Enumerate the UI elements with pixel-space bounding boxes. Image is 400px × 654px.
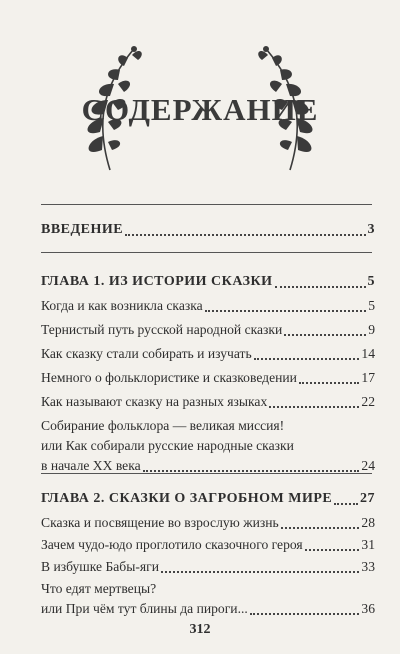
toc-entry-title: ГЛАВА 2. СКАЗКИ О ЗАГРОБНОМ МИРЕ xyxy=(41,491,333,506)
toc-entry[interactable] xyxy=(41,392,375,412)
page-number: 312 xyxy=(189,622,211,637)
leader-dots xyxy=(284,334,366,336)
toc-entry-title: ГЛАВА 1. ИЗ ИСТОРИИ СКАЗКИ xyxy=(41,274,273,289)
toc-entry-introduction[interactable] xyxy=(41,220,375,240)
toc-entry[interactable] xyxy=(41,320,375,340)
leader-dots xyxy=(205,310,367,312)
leader-dots xyxy=(305,549,360,551)
divider xyxy=(41,252,372,253)
toc-entry-title: Тернистый путь русской народной сказки xyxy=(41,322,283,337)
leader-dots xyxy=(125,234,365,236)
leader-dots xyxy=(143,470,360,472)
leader-dots xyxy=(334,503,358,505)
toc-entry-chapter-1[interactable] xyxy=(41,272,375,292)
toc-entry-page: 36 xyxy=(361,601,375,616)
leader-dots xyxy=(250,613,360,615)
divider xyxy=(41,204,372,205)
toc-entry-page: 9 xyxy=(368,322,375,337)
toc-entry-page: 27 xyxy=(360,491,375,506)
toc-entry-title: В избушке Бабы-яги xyxy=(41,559,159,574)
toc-entry-page: 3 xyxy=(367,222,375,237)
toc-entry-title-line: или Как собирали русские народные сказки xyxy=(41,438,294,453)
toc-entry-page: 31 xyxy=(361,537,375,552)
toc-entry-title: в начале XX века xyxy=(41,458,141,473)
toc-entry[interactable] xyxy=(41,513,375,533)
toc-entry-page: 33 xyxy=(361,559,375,574)
toc-entry-page: 5 xyxy=(367,274,375,289)
toc-entry-page: 14 xyxy=(361,346,375,361)
toc-entry[interactable] xyxy=(41,344,375,364)
toc-entry-title: или При чём тут блины да пироги... xyxy=(41,601,248,616)
toc-entry[interactable] xyxy=(41,579,375,619)
toc-entry-title: Как называют сказку на разных языках xyxy=(41,394,268,409)
toc-entry-page: 24 xyxy=(361,458,375,473)
toc-entry-title-line: Собирание фольклора — великая миссия! xyxy=(41,418,285,433)
toc-entry-title: Сказка и посвящение во взрослую жизнь xyxy=(41,515,279,530)
toc-entry-page: 28 xyxy=(361,515,375,530)
toc-entry-title: Когда и как возникла сказка xyxy=(41,298,203,313)
toc-entry[interactable] xyxy=(41,368,375,388)
toc-entry-title: Немного о фольклористике и сказковедении xyxy=(41,370,297,385)
leader-dots xyxy=(299,382,359,384)
toc-entry-title: Зачем чудо-юдо проглотило сказочного героя xyxy=(41,537,303,552)
leader-dots xyxy=(281,527,360,529)
toc-entry-page: 22 xyxy=(361,394,375,409)
page-title: СОДЕРЖАНИЕ xyxy=(81,92,319,127)
leader-dots xyxy=(161,571,359,573)
toc-entry-page: 17 xyxy=(361,370,375,385)
toc-entry-chapter-2[interactable] xyxy=(41,489,375,509)
leader-dots xyxy=(254,358,360,360)
toc-entry[interactable] xyxy=(41,557,375,577)
leader-dots xyxy=(275,286,366,288)
toc-entry[interactable] xyxy=(41,296,375,316)
toc-entry[interactable] xyxy=(41,535,375,555)
toc-entry[interactable] xyxy=(41,416,375,476)
divider xyxy=(41,473,372,474)
toc-entry-title: ВВЕДЕНИЕ xyxy=(41,222,124,237)
toc-entry-title-line: Что едят мертвецы? xyxy=(41,581,157,596)
toc-entry-title: Как сказку стали собирать и изучать xyxy=(41,346,252,361)
leader-dots xyxy=(269,406,359,408)
toc-entry-page: 5 xyxy=(368,298,375,313)
